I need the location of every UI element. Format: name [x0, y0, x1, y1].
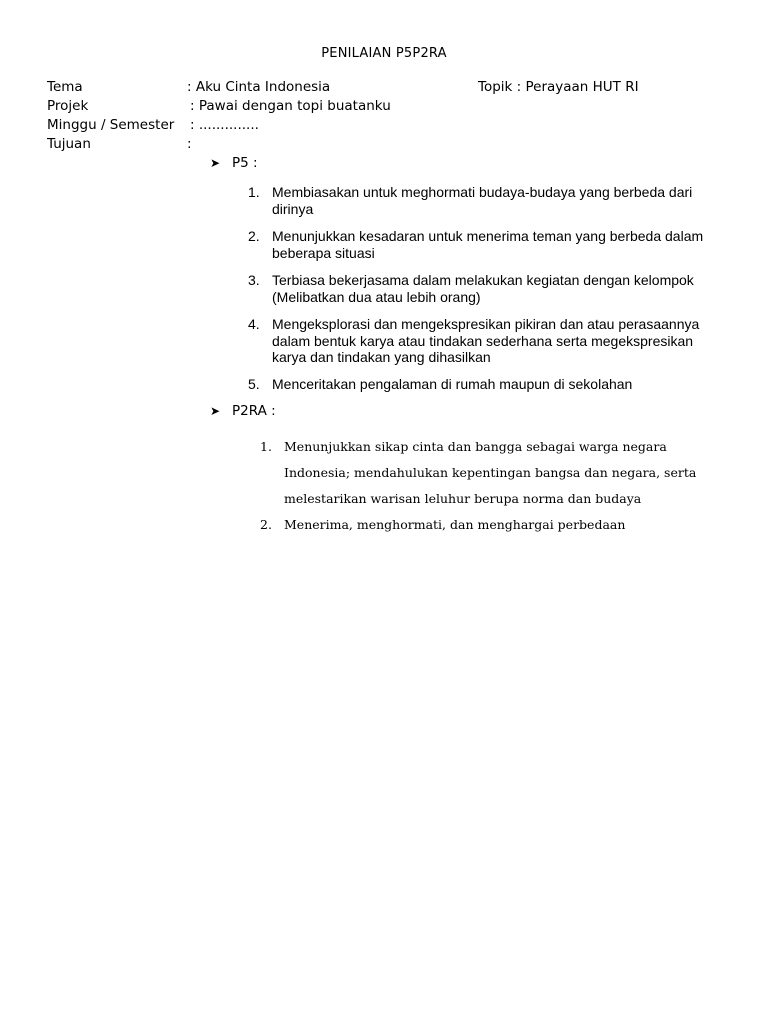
tujuan-value: :: [187, 136, 192, 152]
list-item-text: Terbiasa bekerjasama dalam melakukan kegiatan dengan kelompok (Melibatkan dua atau lebih orang): [272, 272, 694, 305]
arrow-bullet-icon: ➤: [210, 156, 221, 170]
p5-heading: [210, 155, 258, 171]
meta-row-tema: [47, 79, 330, 95]
list-item-number: 2.: [260, 517, 272, 532]
arrow-bullet-icon: ➤: [210, 404, 221, 418]
list-item-text: Mengeksplorasi dan mengekspresikan pikiran dan atau perasaannya dalam bentuk karya atau tindakan sederhana serta megekspresikan karya dan tindakan yang dihasilkan: [272, 316, 700, 365]
p5-heading-label: P5 :: [232, 155, 258, 171]
list-item-number: 4.: [248, 316, 260, 332]
page-title: PENILAIAN P5P2RA: [321, 46, 447, 61]
list-item-number: 1.: [260, 439, 272, 454]
list-item-number: 3.: [248, 272, 260, 288]
list-item-number: 1.: [248, 184, 260, 200]
minggu-value: : ..............: [190, 117, 259, 133]
projek-value: : Pawai dengan topi buatanku: [190, 98, 391, 114]
list-item: [248, 376, 718, 393]
meta-row-minggu: [47, 117, 259, 133]
p2ra-heading-label: P2RA :: [232, 403, 276, 419]
list-item-text: Menceritakan pengalaman di rumah maupun di sekolahan: [272, 376, 633, 392]
topik-value: Topik : Perayaan HUT RI: [478, 79, 639, 95]
list-item: [248, 184, 718, 217]
list-item: [248, 316, 718, 366]
tujuan-label: Tujuan: [47, 136, 91, 152]
list-item-text: Menunjukkan kesadaran untuk menerima teman yang berbeda dalam beberapa situasi: [272, 228, 704, 261]
list-item-number: 2.: [248, 228, 260, 244]
list-item: [248, 272, 718, 305]
p2ra-heading: [210, 403, 276, 419]
list-item-number: 5.: [248, 376, 260, 392]
list-item: [260, 434, 720, 512]
list-item-text: Menerima, menghormati, dan menghargai perbedaan: [284, 517, 626, 532]
list-item: [260, 512, 720, 538]
minggu-label: Minggu / Semester: [47, 117, 175, 133]
list-item-text: Membiasakan untuk meghormati budaya-budaya yang berbeda dari dirinya: [272, 184, 693, 217]
projek-label: Projek: [47, 98, 89, 114]
tema-value: : Aku Cinta Indonesia: [187, 79, 331, 95]
list-item-text: Menunjukkan sikap cinta dan bangga sebagai warga negara Indonesia; mendahulukan kepentingan bangsa dan negara, serta melestarikan warisan leluhur berupa norma dan budaya: [284, 439, 697, 506]
meta-row-tujuan: [47, 136, 192, 152]
meta-row-projek: [47, 98, 391, 114]
list-item: [248, 228, 718, 261]
tema-label: Tema: [47, 79, 83, 95]
